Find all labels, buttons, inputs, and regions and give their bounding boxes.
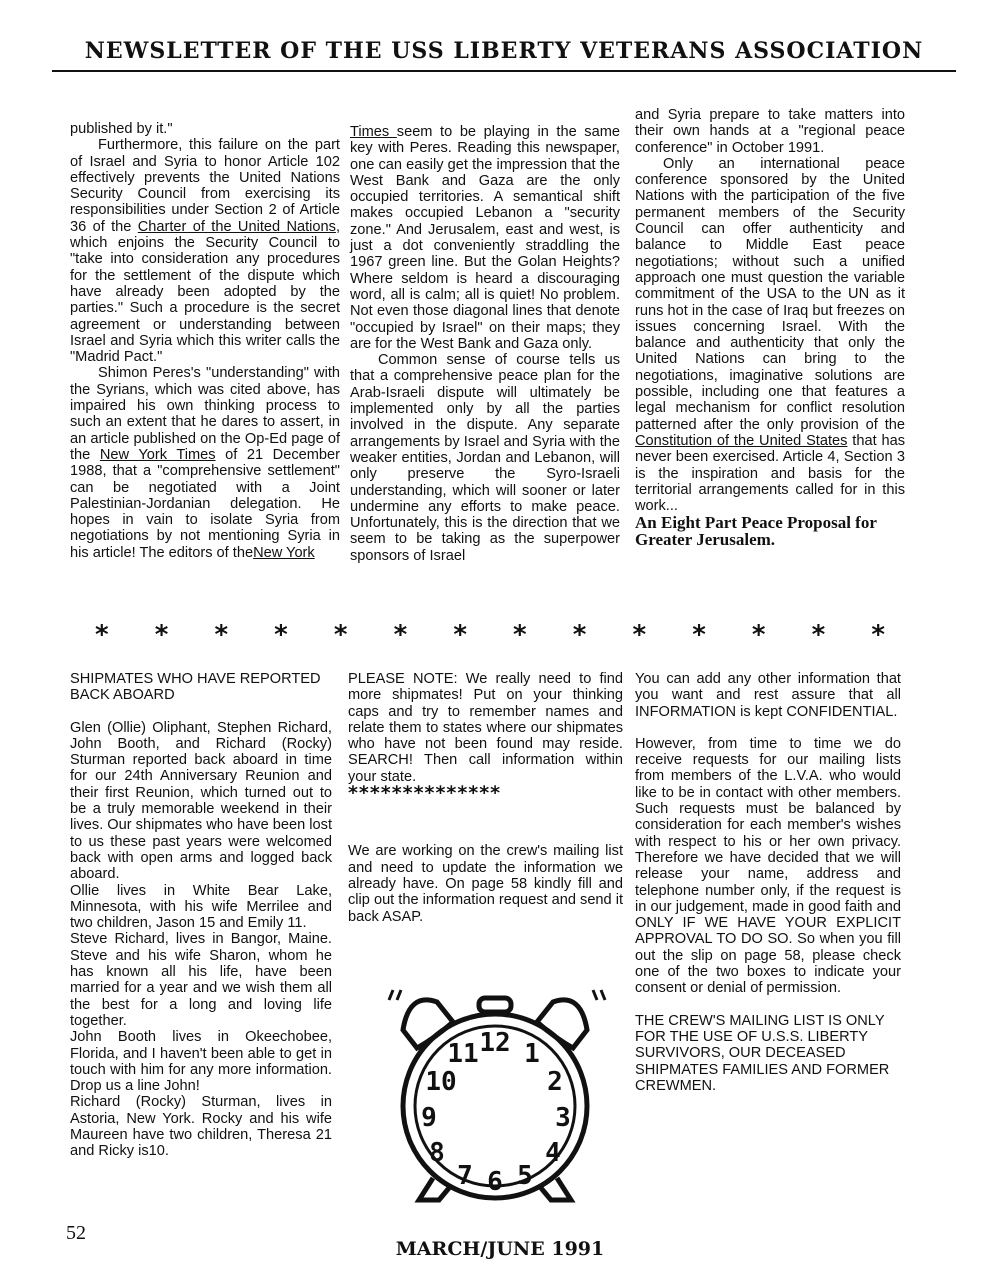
page-number: 52 — [66, 1222, 86, 1244]
shipmates-paragraph: Richard (Rocky) Sturman, lives in Astoria, New York. Rocky and his wife Maureen have two children, Theresa 21 and Ricky is10. — [70, 1094, 332, 1160]
shipmates-paragraph: Glen (Ollie) Oliphant, Stephen Richard, John Booth, and Richard (Rocky) Sturman reported back aboard in time for our 24th Anniversary Reunion and their first Reunion, which turned out to be a truly memorable weekend in their lives. Our shipmates who have been lost to us these past years were welcomed back with open arms and logged back aboard. — [70, 719, 333, 883]
newsletter-masthead: NEWSLETTER OF THE USS LIBERTY VETERANS ASSOCIATION — [84, 38, 924, 64]
clock-numeral: 3 — [555, 1103, 571, 1133]
star-icon: * — [871, 620, 885, 650]
star-icon: * — [154, 620, 169, 650]
charter-title: Charter of the United Nations — [137, 218, 336, 235]
clock-numeral: 12 — [479, 1028, 511, 1058]
note-paragraph: PLEASE NOTE: We really need to find more shipmates! Put on your thinking caps and try to remember names and relate them to states where our shipmates who have not been found may reside. SEARCH! Then call information within your state. — [348, 671, 623, 785]
clock-numeral: 9 — [421, 1103, 437, 1133]
clock-numeral: 6 — [487, 1167, 503, 1197]
article-column-3 — [635, 107, 905, 548]
info-paragraph: You can add any other information that you want and rest assure that all INFORMATION is kept CONFIDENTIAL. — [635, 671, 901, 720]
shipmates-column — [70, 671, 332, 1160]
note-column — [348, 671, 623, 925]
article-paragraph: Shimon Peres's "understanding" with the Syrians, which was cited above, has impaired his own thinking process to such an extent that he dares to assert, in an article published on the Op-Ed page of the New York Times of 21 December 1988, that a "comprehensive settlement" can be negotiated with a Joint Palestinian-Jordanian delegation. He hopes in vain to isolate Syria from negotiations by not mentioning Syria in his article! The editors of theNew York — [70, 365, 340, 561]
star-icon: * — [692, 620, 706, 650]
shipmates-paragraph: Ollie lives in White Bear Lake, Minnesota, with his wife Merrilee and two children, Jason 15 and Emily 11. — [70, 882, 332, 932]
info-paragraph: However, from time to time we do receive requests for our mailing lists from members of the L.V.A. who would like to be in contact with other members. Such requests must be balanced by consideration for each member's wishes with respect to his or her own privacy. Therefore we have decided that we will release your name, address and telephone number only, if the request is in our judgement, made in good faith and ONLY IF WE HAVE YOUR EXPLICIT APPROVAL TO DO SO. So when you fill out the slip on page 58, please check one of the two boxes to indicate your consent or denial of permission. — [635, 735, 901, 997]
star-icon: * — [333, 620, 348, 650]
article-paragraph: Times seem to be playing in the same key with Peres. Reading this newspaper, one can easily get the impression that the West Bank and Gaza are the only occupied territories. A semantical shift makes occupied Lebanon a "security zone." And Jerusalem, east and west, is just a dot conveniently straddling the 1967 green line. But the Golan Heights? Where seldom is heard a discouraging word, all is calm; all is quiet! No problem. Not even those diagonal lines that denote "occupied by Israel" on their maps; they are for the West Bank and Gaza only. — [350, 124, 620, 352]
star-icon: * — [95, 620, 109, 650]
clock-numeral: 10 — [425, 1067, 457, 1097]
info-column — [635, 671, 901, 1094]
article-paragraph: Only an international peace conference sponsored by the United Nations with the participation of the five permanent members of the Security Council can offer authenticity and balance to Middle East peace negotiations; without such a unified approach one must question the variable commitment of the USA to the UN as it runs hot in the case of Iraq but freezes on issues concerning Israel. With the balance and authenticity that only the United Nations can bring to the negotiations, imaginative solutions are possible, including one that features a legal mechanism for conflict resolution patterned after the only provision of the Constitution of the United States that has never been exercised. Article 4, Section 3 is the inspiration and basis for the territorial arrangements called for in this work... — [635, 155, 905, 515]
newspaper-title: Times — [350, 124, 397, 140]
masthead-rule — [52, 70, 956, 72]
shipmates-paragraph: Steve Richard, lives in Bangor, Maine. Steve and his wife Sharon, whom he has known all his life, have been married for a year and we wish them all the best for a long and loving life together. — [70, 931, 332, 1029]
article-paragraph: Common sense of course tells us that a comprehensive peace plan for the Arab-Israeli dispute will ultimately be implemented only by all the parties involved in the dispute. Any separate arrangements by Israel and Syria with the weaker entities, Jordan and Lebanon, will only preserve the Syro-Israeli understanding, which will sooner or later undermine any efforts to make peace. Unfortunately, this is the direction that we seem to be taking as the superpower sponsors of Israel — [350, 352, 620, 564]
star-icon: * — [632, 620, 647, 650]
clock-numeral: 8 — [429, 1138, 445, 1168]
star-icon: * — [513, 620, 527, 650]
info-paragraph: THE CREW'S MAILING LIST IS ONLY FOR THE USE OF U.S.S. LIBERTY SURVIVORS, OUR DECEASED SHIPMATES FAMILIES AND FORMER CREWMEN. — [635, 1012, 890, 1094]
clock-numeral: 11 — [447, 1039, 479, 1069]
clock-numeral: 7 — [457, 1161, 473, 1191]
star-row: ************** — [348, 782, 502, 805]
article-paragraph: Furthermore, this failure on the part of Israel and Syria to honor Article 102 effectively prevents the United Nations Security Council from exercising its responsibilities under Section 2 of Article 36 of the Charter of the United Nations, which enjoins the Security Council to "take into consideration any procedures for the settlement of the dispute which have already been adopted by the parties." Such a procedure is the secret agreement or understanding between Israel and Syria which this writer calls the "Madrid Pact." — [70, 137, 340, 366]
star-icon: * — [453, 620, 467, 650]
shipmates-title: SHIPMATES WHO HAVE REPORTED BACK ABOARD — [70, 671, 321, 704]
alarm-clock-icon — [375, 978, 615, 1218]
clock-numeral: 4 — [545, 1138, 561, 1168]
star-separator — [95, 620, 885, 650]
newspaper-title: New York — [253, 544, 315, 561]
article-paragraph: and Syria prepare to take matters into their own hands at a "regional peace conference" in October 1991. — [635, 107, 905, 156]
shipmates-paragraph: John Booth lives in Okeechobee, Florida, and I haven't been able to get in touch with him for any more information. Drop us a line John! — [70, 1029, 332, 1095]
proposal-heading: An Eight Part Peace Proposal for Greater Jerusalem. — [635, 513, 877, 550]
clock-numeral: 2 — [547, 1067, 563, 1097]
star-icon: * — [572, 620, 587, 650]
article-paragraph: published by it." — [70, 121, 173, 137]
star-icon: * — [274, 620, 288, 650]
clock-numeral: 5 — [517, 1161, 533, 1191]
newspaper-title: New York Times — [99, 446, 216, 463]
clock-numeral: 1 — [524, 1039, 540, 1069]
article-column-1 — [70, 121, 340, 561]
star-icon: * — [751, 620, 766, 650]
note-paragraph: We are working on the crew's mailing list and need to update the information we already have. On page 58 kindly fill and clip out the information request and send it back ASAP. — [348, 843, 624, 925]
article-column-2 — [350, 124, 620, 564]
star-icon: * — [214, 620, 229, 650]
star-icon: * — [811, 620, 826, 650]
issue-date-footer: MARCH/JUNE 1991 — [395, 1238, 605, 1260]
star-icon: * — [393, 620, 408, 650]
constitution-title: Constitution of the United States — [635, 432, 848, 449]
